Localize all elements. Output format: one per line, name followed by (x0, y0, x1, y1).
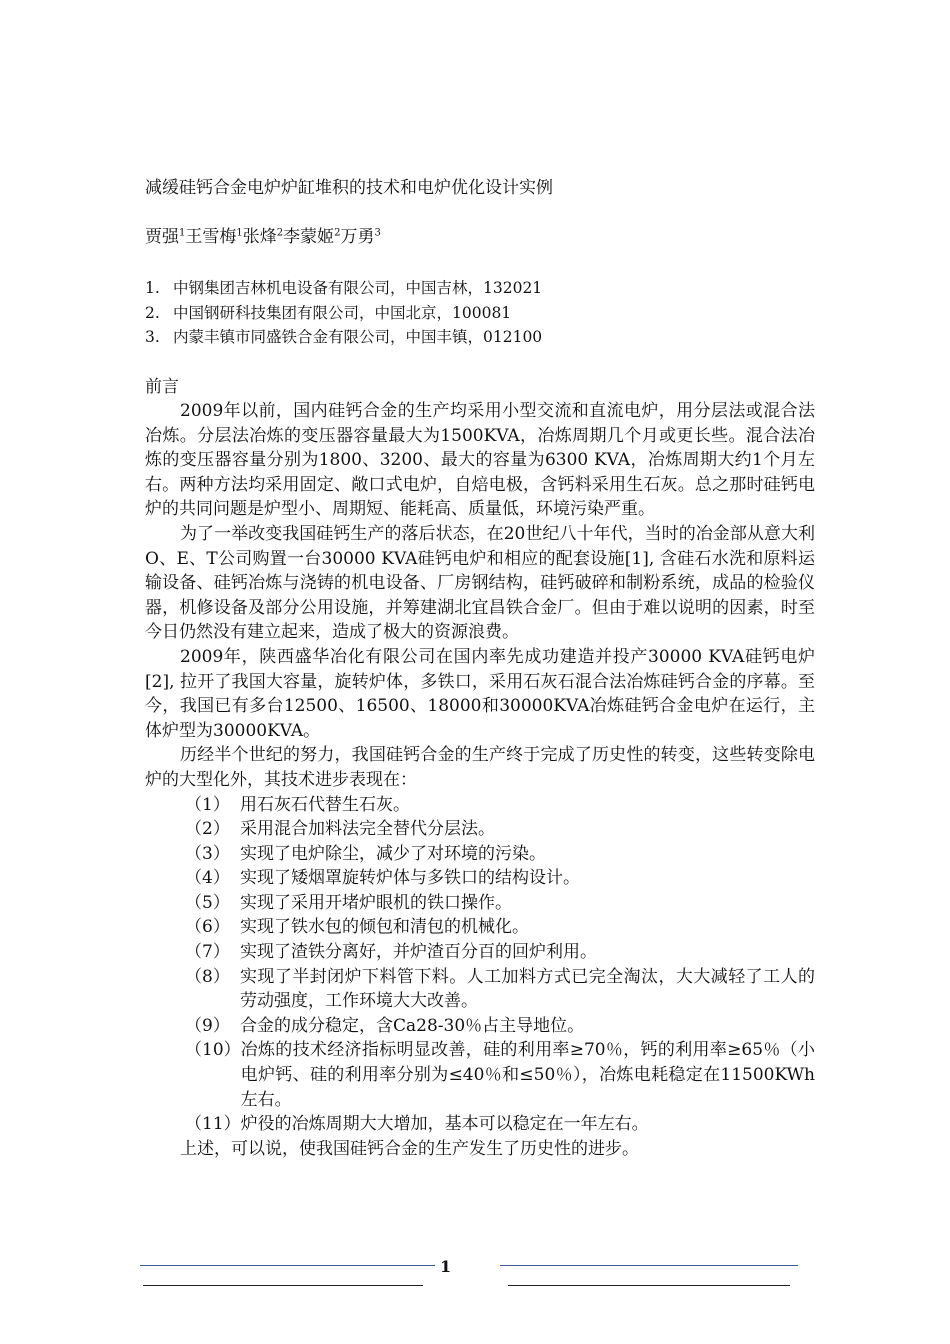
list-item: （4） 实现了矮烟罩旋转炉体与多铁口的结构设计。 (185, 868, 580, 889)
footer-rule-left-top (140, 1265, 435, 1266)
list-item: （10） 冶炼的技术经济指标明显改善，硅的利用率≥70％，钙的利用率≥65％（小电炉钙、硅的利用率分别为≤40％和≤50％），冶炼电耗稳定在11500KWh左右。 (185, 1040, 815, 1110)
closing-paragraph: 上述，可以说，使我国硅钙合金的生产发生了历史性的进步。 (180, 1138, 639, 1159)
affiliation-item: 1. 中钢集团吉林机电设备有限公司，中国吉林，132021 (145, 279, 543, 297)
list-item: （9） 合金的成分稳定，含Ca28-30％占主导地位。 (185, 1015, 585, 1036)
footer-rule-left-bottom (143, 1285, 423, 1286)
list-item: （5） 实现了采用开堵炉眼机的铁口操作。 (185, 892, 512, 913)
affiliation-item: 3. 内蒙丰镇市同盛铁合金有限公司，中国丰镇，012100 (145, 328, 543, 346)
affiliation-item: 2. 中国钢研科技集团有限公司，中国北京，100081 (145, 303, 512, 322)
list-item: （8） 实现了半封闭炉下料管下料。人工加料方式已完全淘汰，大大减轻了工人的劳动强度，工作环境大大改善。 (185, 966, 815, 1012)
paragraph: 2009年，陕西盛华冶化有限公司在国内率先成功建造并投产30000 KVA硅钙电炉[2], 拉开了我国大容量，旋转炉体，多铁口，采用石灰石混合法冶炼硅钙合金的序幕。至今，我国已有多台12500、16500、18000和30000KVA冶炼硅钙合金电炉在运行，主体炉型为30000KVA。 (145, 646, 815, 741)
paragraph: 为了一举改变我国硅钙生产的落后状态，在20世纪八十年代，当时的冶金部从意大利O、E、T公司购置一台30000 KVA硅钙电炉和相应的配套设施[1], 含硅石水洗和原料运输设备、硅钙冶炼与浇铸的机电设备、厂房钢结构，硅钙破碎和制粉系统，成品的检验仪器，机修设备及部分公用设施，并筹建湖北宜昌铁合金厂。但由于难以说明的因素，时至今日仍然没有建立起来，造成了极大的资源浪费。 (145, 523, 815, 643)
author: 万勇$^3$ (340, 227, 381, 247)
progress-list (145, 793, 815, 1137)
list-item: （11） 炉役的冶炼周期大大增加，基本可以稳定在一年左右。 (185, 1114, 649, 1135)
author: 王雪梅$^1$ (185, 227, 243, 247)
document-title: 减缓硅钙合金电炉炉缸堆积的技术和电炉优化设计实例 (145, 178, 553, 198)
footer-rule-right-top (500, 1265, 798, 1266)
list-item: （7） 实现了渣铁分离好，并炉渣百分百的回炉利用。 (185, 942, 597, 963)
list-item: （2） 采用混合加料法完全替代分层法。 (185, 819, 495, 840)
list-item: （1） 用石灰石代替生石灰。 (185, 794, 410, 815)
author-line (145, 226, 381, 248)
list-item: （3） 实现了电炉除尘，减少了对环境的污染。 (185, 843, 546, 864)
section-heading: 前言 (145, 377, 179, 397)
paragraph: 历经半个世纪的努力，我国硅钙合金的生产终于完成了历史性的转变，这些转变除电炉的大型化外，其技术进步表现在： (145, 745, 815, 790)
page-number: 1 (440, 1257, 452, 1276)
footer-rule-right-bottom (508, 1285, 790, 1286)
list-item: （6） 实现了铁水包的倾包和清包的机械化。 (185, 917, 529, 938)
body-text (145, 399, 815, 1161)
author: 贾强$^1$ (145, 227, 186, 247)
paragraph: 2009年以前，国内硅钙合金的生产均采用小型交流和直流电炉，用分层法或混合法冶炼。分层法冶炼的变压器容量最大为1500KVA，冶炼周期几个月或更长些。混合法冶炼的变压器容量分别为1800、3200、最大的容量为6300 KVA，冶炼周期大约1个月左右。两种方法均采用固定、敞口式电炉，自焙电极，含钙料采用生石灰。总之那时硅钙电炉的共同问题是炉型小、周期短、能耗高、质量低，环境污染严重。 (145, 401, 815, 520)
affiliation-list (145, 276, 542, 350)
author: 张烽$^2$ (242, 227, 284, 247)
author: 李蒙姬$^2$ (283, 227, 341, 247)
